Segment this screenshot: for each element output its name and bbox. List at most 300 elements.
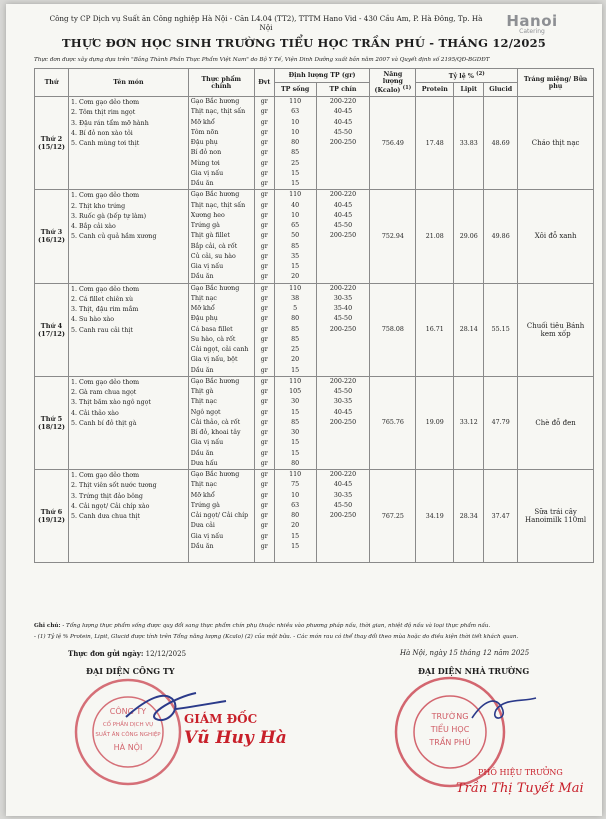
cell-line: 4. Su hào xào <box>70 316 115 324</box>
food-cell <box>188 376 254 469</box>
cell-line: gr <box>260 439 268 447</box>
cell-line: 38 <box>291 294 300 302</box>
cell-line <box>319 262 368 272</box>
cell-line: 45-50 <box>333 222 353 229</box>
cell-line: 200-220 <box>329 471 357 478</box>
cell-line: Trứng gà <box>190 222 220 229</box>
cell-line: 40-45 <box>333 118 353 126</box>
cell-line: 85 <box>291 242 300 250</box>
cell-line <box>319 542 368 552</box>
energy-cell: 765.76 <box>370 376 416 469</box>
cell-line: 5. Canh rau cải thịt <box>70 326 133 334</box>
cell-line: 5. Canh mùng tơi thịt <box>70 140 140 147</box>
cell-line: 40-45 <box>333 108 353 116</box>
unit-cell <box>254 97 274 190</box>
cell-line: Gạo Bắc hương <box>190 191 240 199</box>
cell-line <box>319 169 368 179</box>
day-label: Thứ 4 <box>40 321 63 330</box>
protein-cell: 17.48 <box>416 97 454 190</box>
cell-line: Cải ngọt/ Cải chíp <box>190 512 249 519</box>
cell-line: 5 <box>293 305 298 312</box>
cell-line: 15 <box>291 169 300 177</box>
cell-line: Dầu ăn <box>190 180 214 187</box>
cell-line: Dầu ăn <box>190 366 214 374</box>
cell-line: gr <box>260 284 268 292</box>
cell-line: gr <box>260 501 268 509</box>
cell-line: 63 <box>291 501 300 509</box>
protein-cell: 34.19 <box>416 470 454 563</box>
cell-line: gr <box>260 377 268 385</box>
cell-line: gr <box>260 98 268 105</box>
col-extra: Tráng miệng/ Bữa phụ <box>518 69 594 97</box>
cell-line: 10 <box>291 118 300 126</box>
menu-table <box>34 68 594 563</box>
day-label: Thứ 6 <box>40 508 63 517</box>
cell-line: Mỡ khổ <box>190 491 215 499</box>
cell-line: Tôm nõn <box>190 128 219 136</box>
cell-line: 15 <box>291 180 300 187</box>
school-signer-title: PHÓ HIỆU TRƯỞNG <box>478 768 563 777</box>
cell-line <box>319 459 368 469</box>
food-cell <box>188 470 254 563</box>
cell-line: gr <box>260 201 268 209</box>
cell-line <box>319 438 368 448</box>
cell-line <box>319 242 368 252</box>
cell-line: 3. Thịt, đậu rim mắm <box>70 306 139 313</box>
cell-line: Gia vị nấu, bột <box>190 356 238 364</box>
cell-line: gr <box>260 532 268 540</box>
raw-cell <box>274 97 316 190</box>
energy-sup: (1) <box>402 84 412 91</box>
col-quota: Định lượng TP (gr) <box>274 69 370 83</box>
cell-line: Gia vị nấu <box>190 263 224 270</box>
cell-line: 2. Thịt viên sốt nước tương <box>70 482 157 490</box>
cell-line: gr <box>260 149 268 157</box>
logo-name: Hanoi <box>506 12 558 30</box>
cell-line: 5. Canh bí đỏ thịt gà <box>70 419 137 427</box>
glucid-cell: 48.69 <box>484 97 518 190</box>
cell-line <box>319 148 368 158</box>
menu-row <box>35 97 594 190</box>
menu-row <box>35 470 594 563</box>
company-stamp-city: HÀ NỘI <box>113 743 143 752</box>
day-date: (18/12) <box>37 422 65 431</box>
day-label: Thứ 2 <box>40 135 63 144</box>
cell-line: 5. Canh củ quả hầm xương <box>70 233 157 241</box>
col-energy <box>370 69 416 97</box>
col-glucid: Glucid <box>484 83 518 97</box>
cell-line: 105 <box>289 388 302 395</box>
cell-line <box>319 428 368 438</box>
cell-line: gr <box>260 346 268 353</box>
cell-line: Thịt nạc, thịt sấn <box>190 108 246 116</box>
cell-line: Cải ngọt, cải canh <box>190 346 249 353</box>
cell-line: 2. Tôm thịt rim ngọt <box>70 109 136 117</box>
cell-line: 80 <box>291 139 300 146</box>
footnote-1-text: - Tổng lượng thực phẩm sống được quy đổi sang thực phẩm chín phụ thuộc nhiều vào phương pháp nấu, thời gian, nhiệt độ nấu và loại thực phẩm nấu. <box>62 623 491 629</box>
cell-line: 200-250 <box>329 418 357 426</box>
lipid-cell: 28.34 <box>454 470 484 563</box>
cell-line: 5. Canh dưa chua thịt <box>70 513 141 520</box>
company-signer-title: GIÁM ĐỐC <box>184 712 258 726</box>
cell-line: Gạo Bắc hương <box>190 98 240 105</box>
cell-line: 45-50 <box>333 501 353 509</box>
cell-line: Bí đỏ, khoai tây <box>190 429 241 436</box>
cell-line: 15 <box>291 408 300 416</box>
cell-line: 2. Thịt kho trứng <box>70 202 126 210</box>
cell-line: gr <box>260 418 268 426</box>
cell-line: 3. Thịt băm xào ngô ngọt <box>70 399 151 407</box>
cell-line: Đậu phụ <box>190 139 218 146</box>
logo-subtitle: Catering <box>519 28 545 35</box>
cell-line <box>319 159 368 169</box>
extra-cell: Xôi đỗ xanh <box>518 190 594 283</box>
menu-row <box>35 376 594 469</box>
sent-label: Thực đơn gửi ngày: <box>68 649 144 658</box>
cell-line <box>319 179 368 189</box>
ratio-label: Tỷ lệ % <box>448 73 474 81</box>
cell-line: gr <box>260 232 268 240</box>
cell-line: Dưa cải <box>190 522 215 530</box>
dish-cell <box>68 376 188 469</box>
cell-line <box>319 272 368 282</box>
glucid-cell: 47.79 <box>484 376 518 469</box>
cell-line: Gạo Bắc hương <box>190 471 240 478</box>
unit-cell <box>254 283 274 376</box>
cell-line: 30 <box>291 398 300 406</box>
company-address: Công ty CP Dịch vụ Suất ăn Công nghiệp Hà Nội - Căn L4.04 (TT2), TTTM Hano Vid - 430 Cầu Am, P. Hà Đông, Tp. Hà Nội <box>49 14 483 32</box>
sent-date-value: 12/12/2025 <box>145 650 187 658</box>
school-representative: ĐẠI DIỆN NHÀ TRƯỜNG <box>418 666 530 676</box>
col-ratio <box>416 69 518 83</box>
cell-line: Thịt nạc <box>190 481 217 489</box>
cell-line: 1. Cơm gạo dẻo thơm <box>70 99 140 106</box>
cell-line: 35-40 <box>333 305 353 312</box>
day-cell <box>35 283 69 376</box>
cell-line <box>319 335 368 345</box>
cell-line: Thịt nạc, thịt sấn <box>190 201 246 209</box>
day-cell <box>35 97 69 190</box>
cell-line: 200-250 <box>329 232 357 240</box>
raw-cell <box>274 190 316 283</box>
lipid-cell: 29.06 <box>454 190 484 283</box>
cell-line: Gia vị nấu <box>190 532 224 540</box>
cell-line: Củ cải, su hào <box>190 252 236 260</box>
glucid-cell: 49.86 <box>484 190 518 283</box>
cell-line: 25 <box>291 159 300 167</box>
cell-line: 15 <box>291 366 300 374</box>
protein-cell: 19.09 <box>416 376 454 469</box>
cell-line: 30-35 <box>333 491 353 499</box>
cell-line: Trứng gà <box>190 501 220 509</box>
school-stamp-line3: TRẦN PHÚ <box>429 738 471 747</box>
glucid-cell: 55.15 <box>484 283 518 376</box>
cell-line: gr <box>260 481 268 489</box>
footnote-1 <box>34 623 594 629</box>
cell-line: gr <box>260 252 268 260</box>
day-label: Thứ 5 <box>40 414 63 423</box>
cell-line: 40-45 <box>333 201 353 209</box>
place-date: Hà Nội, ngày 15 tháng 12 năm 2025 <box>400 649 530 657</box>
cell-line: 3. Đậu rán tẩm mỡ hành <box>70 119 149 127</box>
cell-line: 2. Cá fillet chiên xù <box>70 295 134 303</box>
energy-cell: 752.94 <box>370 190 416 283</box>
cell-line: 45-50 <box>333 388 353 395</box>
day-cell <box>35 190 69 283</box>
cell-line: Thịt gà fillet <box>190 232 230 240</box>
company-stamp-mid: CỔ PHẦN DỊCH VỤ <box>102 722 154 728</box>
cell-line: gr <box>260 335 268 343</box>
cell-line: Xương heo <box>190 211 225 219</box>
cell-line: gr <box>260 471 268 478</box>
col-food: Thực phẩm chính <box>188 69 254 97</box>
cell-line <box>319 345 368 355</box>
cell-line: gr <box>260 263 268 270</box>
school-stamp-line1: TRƯỜNG <box>431 712 469 721</box>
cell-line: 200-250 <box>329 512 357 519</box>
cell-line <box>319 532 368 542</box>
company-representative: ĐẠI DIỆN CÔNG TY <box>86 666 175 676</box>
cell-line: 85 <box>291 418 300 426</box>
cell-line: Mỡ khổ <box>190 118 215 126</box>
cooked-cell <box>316 470 370 563</box>
cell-line: 15 <box>291 263 300 270</box>
cell-line: Dầu ăn <box>190 273 214 281</box>
cell-line: 35 <box>291 252 300 260</box>
document-page <box>6 4 602 816</box>
cell-line <box>319 552 368 562</box>
cell-line: Thịt nạc <box>190 398 217 406</box>
food-cell <box>188 97 254 190</box>
cell-line: 3. Ruốc gà (bếp tự làm) <box>70 212 147 220</box>
day-date: (19/12) <box>37 516 65 525</box>
cell-line: 2. Gà ram chua ngọt <box>70 389 137 396</box>
cell-line: Gạo Bắc hương <box>190 377 240 385</box>
cell-line <box>319 449 368 459</box>
cell-line: gr <box>260 542 268 550</box>
lipid-cell: 28.14 <box>454 283 484 376</box>
company-signer-name: Vũ Huy Hà <box>184 728 287 748</box>
col-day: Thứ <box>35 69 69 97</box>
cell-line: gr <box>260 429 268 436</box>
cell-line: 15 <box>291 532 300 540</box>
day-cell <box>35 470 69 563</box>
cell-line: 63 <box>291 108 300 116</box>
protein-cell: 21.08 <box>416 190 454 283</box>
energy-unit: (Kcalo) <box>374 87 401 95</box>
cell-line: 20 <box>291 356 300 364</box>
cell-line: 110 <box>289 98 302 105</box>
cell-line: 200-250 <box>329 139 357 146</box>
food-cell <box>188 190 254 283</box>
energy-cell: 758.08 <box>370 283 416 376</box>
school-stamp-line2: TIỂU HỌC <box>430 725 470 734</box>
cell-line: gr <box>260 180 268 187</box>
lipid-cell: 33.12 <box>454 376 484 469</box>
cell-line: Thịt nạc <box>190 294 217 302</box>
cell-line: Mỡ khổ <box>190 305 215 312</box>
cell-line: 10 <box>291 128 300 136</box>
cell-line: 110 <box>289 191 302 199</box>
cell-line: 85 <box>291 149 300 157</box>
ratio-sup: (2) <box>476 70 485 77</box>
footnote-label: Ghi chú: <box>34 623 61 629</box>
company-logo <box>502 12 562 35</box>
cell-line: 4. Cải thảo xào <box>70 409 119 417</box>
day-cell <box>35 376 69 469</box>
cell-line: Mùng tơi <box>190 159 220 167</box>
cell-line: 30-35 <box>333 398 353 406</box>
cell-line: 80 <box>291 512 300 519</box>
cell-line: gr <box>260 449 268 457</box>
cell-line: 40 <box>291 201 300 209</box>
dish-cell <box>68 97 188 190</box>
cooked-cell <box>316 190 370 283</box>
cell-line <box>191 552 252 562</box>
unit-cell <box>254 190 274 283</box>
day-date: (15/12) <box>37 143 65 152</box>
cell-line: Đậu phụ <box>190 315 218 323</box>
menu-row <box>35 283 594 376</box>
cell-line: Bắp cải, cà rốt <box>190 242 238 250</box>
cell-line <box>257 552 272 562</box>
cell-line: gr <box>260 242 268 250</box>
cell-line: 200-220 <box>329 377 357 385</box>
cell-line <box>319 355 368 365</box>
extra-cell: Chè đỗ đen <box>518 376 594 469</box>
dish-cell <box>68 190 188 283</box>
cell-line: gr <box>260 191 268 199</box>
menu-row <box>35 190 594 283</box>
cell-line: 20 <box>291 273 300 281</box>
cell-line: 110 <box>289 284 302 292</box>
footnote-2: - (1) Tỷ lệ % Protein, Lipit, Glucid được tính trên Tổng năng lượng (Kcalo) (2) của một bữa. - Các món rau có thể thay đổi theo mùa hoặc do điều kiện thời tiết khách quan. <box>34 634 519 640</box>
energy-label: Năng lượng <box>382 70 403 85</box>
raw-cell <box>274 470 316 563</box>
cell-line: 45-50 <box>333 315 353 323</box>
cell-line: gr <box>260 398 268 406</box>
cell-line: Cải thảo, cà rốt <box>190 418 241 426</box>
cell-line: gr <box>260 128 268 136</box>
cell-line <box>319 366 368 376</box>
unit-cell <box>254 470 274 563</box>
cell-line: gr <box>260 273 268 281</box>
cell-line: gr <box>260 491 268 499</box>
col-unit: Đvt <box>254 69 274 97</box>
cell-line: 4. Bắp cải xào <box>70 223 116 230</box>
col-cooked: TP chín <box>316 83 370 97</box>
unit-cell <box>254 376 274 469</box>
cell-line: 10 <box>291 211 300 219</box>
col-lipid: Lipit <box>454 83 484 97</box>
cell-line: 85 <box>291 335 300 343</box>
cell-line: Bí đỏ non <box>190 149 222 157</box>
extra-cell: Chuối tiêu Bánh kem xốp <box>518 283 594 376</box>
day-label: Thứ 3 <box>40 228 63 237</box>
glucid-cell: 37.47 <box>484 470 518 563</box>
col-protein: Protein <box>416 83 454 97</box>
school-signer-name: Trần Thị Tuyết Mai <box>456 781 584 796</box>
raw-cell <box>274 283 316 376</box>
cell-line: gr <box>260 408 268 416</box>
cell-line: Dầu ăn <box>190 449 214 457</box>
cell-line <box>319 252 368 262</box>
cell-line: 1. Cơm gạo dẻo thơm <box>70 192 140 200</box>
cell-line <box>277 552 314 562</box>
cell-line: 1. Cơm gạo dẻo thơm <box>70 378 140 386</box>
company-stamp-top: CÔNG TY <box>109 707 147 716</box>
cell-line: 200-220 <box>329 284 357 292</box>
cell-line: 4. Bí đỏ non xào tỏi <box>70 129 133 137</box>
cell-line: 10 <box>291 491 300 499</box>
cell-line: Gia vị nấu <box>190 169 224 177</box>
cell-line: 200-220 <box>329 98 357 105</box>
cell-line: 3. Trứng thịt đảo bông <box>70 492 143 500</box>
cell-line: 80 <box>291 459 300 467</box>
dish-cell <box>68 470 188 563</box>
energy-cell: 767.25 <box>370 470 416 563</box>
cell-line: 40-45 <box>333 211 353 219</box>
cell-line: 85 <box>291 325 300 333</box>
day-date: (17/12) <box>37 329 65 338</box>
school-signature <box>466 690 546 730</box>
cell-line: Ngô ngọt <box>190 408 221 416</box>
cell-line: gr <box>260 159 268 167</box>
cell-line: gr <box>260 108 268 116</box>
extra-cell: Cháo thịt nạc <box>518 97 594 190</box>
cell-line: gr <box>260 315 268 323</box>
cell-line: 65 <box>291 222 300 229</box>
extra-cell: Sữa trái cây Hanoimilk 110ml <box>518 470 594 563</box>
cell-line: gr <box>260 388 268 395</box>
cell-line: gr <box>260 211 268 219</box>
cell-line: gr <box>260 512 268 519</box>
cell-line: 20 <box>291 522 300 530</box>
cell-line: 40-45 <box>333 481 353 489</box>
cooked-cell <box>316 283 370 376</box>
col-dish: Tên món <box>68 69 188 97</box>
cell-line: 15 <box>291 439 300 447</box>
cell-line: 40-45 <box>333 408 353 416</box>
cell-line: gr <box>260 222 268 229</box>
company-stamp-mid2: SUẤT ĂN CÔNG NGHIỆP <box>95 732 161 738</box>
cell-line: gr <box>260 356 268 364</box>
cell-line: gr <box>260 169 268 177</box>
col-raw: TP sống <box>274 83 316 97</box>
cell-line: 50 <box>291 232 300 240</box>
cell-line: 75 <box>291 481 300 489</box>
lipid-cell: 33.83 <box>454 97 484 190</box>
cell-line: gr <box>260 459 268 467</box>
food-cell <box>188 283 254 376</box>
cooked-cell <box>316 97 370 190</box>
cell-line: gr <box>260 294 268 302</box>
cell-line: Gia vị nấu <box>190 439 224 447</box>
day-date: (16/12) <box>37 236 65 245</box>
cell-line: Dưa hấu <box>190 459 218 467</box>
cell-line: gr <box>260 305 268 312</box>
cell-line: gr <box>260 118 268 126</box>
cell-line: Dầu ăn <box>190 542 214 550</box>
cell-line: 110 <box>289 471 302 478</box>
cell-line: 200-220 <box>329 191 357 199</box>
dish-cell <box>68 283 188 376</box>
cell-line: Gạo Bắc hương <box>190 284 240 292</box>
sent-date <box>68 649 186 658</box>
cell-line: 30-35 <box>333 294 353 302</box>
cell-line: 15 <box>291 542 300 550</box>
cell-line: Thịt gà <box>190 388 214 395</box>
